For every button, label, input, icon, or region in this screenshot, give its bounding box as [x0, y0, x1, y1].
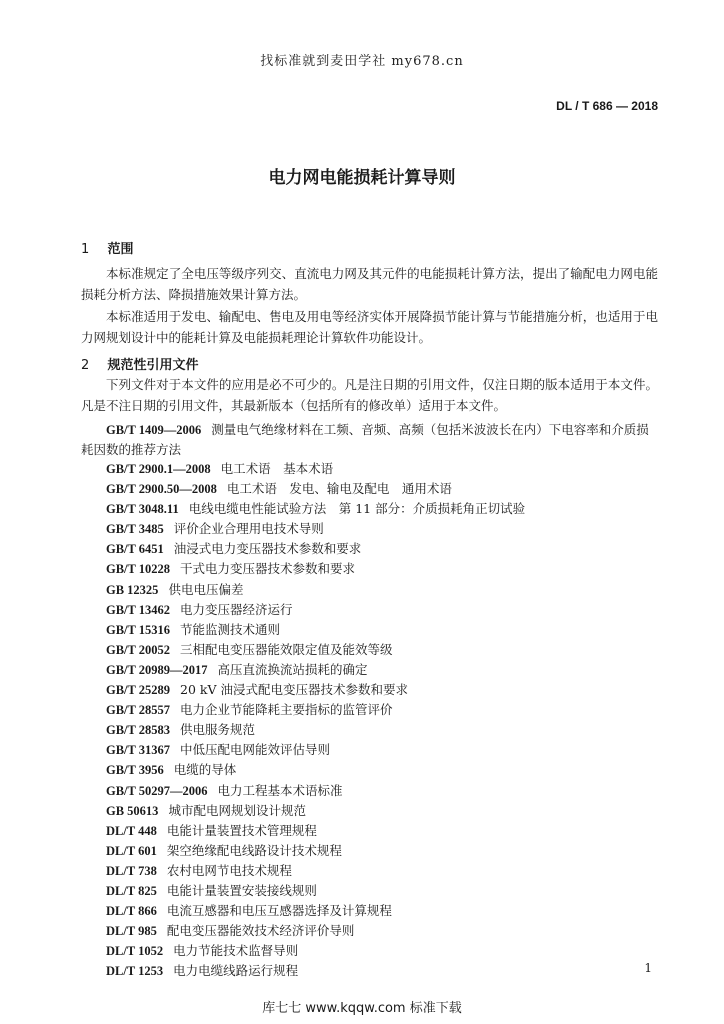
reference-code: GB/T 3048.11	[106, 502, 179, 517]
reference-item	[81, 580, 658, 600]
reference-title: 评价企业合理用电技术导则	[173, 521, 324, 537]
reference-title: 节能监测技术通则	[180, 621, 281, 637]
normative-references-list	[81, 420, 658, 981]
reference-code: GB/T 28583	[106, 723, 171, 738]
reference-code: GB/T 25289	[106, 683, 171, 698]
reference-item	[81, 941, 658, 961]
reference-title: 电能计量装置技术管理规程	[166, 822, 317, 838]
reference-item	[81, 640, 658, 660]
reference-code: GB/T 10228	[106, 562, 171, 577]
reference-code: GB/T 6451	[106, 542, 164, 557]
reference-title: 电流互感器和电压互感器选择及计算规程	[166, 903, 392, 919]
reference-code: DL/T 985	[106, 924, 157, 939]
standard-code: DL / T 686 — 2018	[556, 99, 658, 113]
reference-item	[81, 420, 658, 459]
reference-title: 城市配电网规划设计规范	[168, 802, 306, 818]
reference-title: 电力企业节能降耗主要指标的监管评价	[180, 702, 393, 718]
reference-item	[81, 559, 658, 579]
reference-code: DL/T 825	[106, 883, 157, 898]
section-2-title: 规范性引用文件	[107, 358, 199, 373]
reference-code: GB 12325	[106, 582, 159, 597]
reference-code: GB 50613	[106, 803, 159, 818]
section-1-title: 范围	[107, 242, 134, 257]
section-1-paragraph-1: 本标准规定了全电压等级序列交、直流电力网及其元件的电能损耗计算方法，提出了输配电力网电能损耗分析方法、降损措施效果计算方法。	[81, 266, 658, 302]
reference-item	[81, 841, 658, 861]
reference-code: GB/T 3956	[106, 763, 164, 778]
reference-code: GB/T 1409—2006	[106, 423, 202, 437]
reference-item	[81, 680, 658, 700]
section-1-number: 1	[81, 242, 90, 257]
reference-title: 架空绝缘配电线路设计技术规程	[166, 842, 342, 858]
reference-title: 电线电缆电性能试验方法 第 11 部分：介质损耗角正切试验	[188, 501, 526, 517]
reference-title: 电工术语 发电、输电及配电 通用术语	[226, 481, 452, 497]
reference-code: GB/T 20989—2017	[106, 662, 208, 677]
reference-title: 20 kV 油浸式配电变压器技术参数和要求	[180, 682, 408, 698]
reference-code: GB/T 2900.1—2008	[106, 462, 211, 476]
reference-item	[81, 519, 658, 539]
reference-title: 电工术语 基本术语	[220, 461, 334, 476]
reference-title: 农村电网节电技术规程	[166, 862, 292, 878]
reference-item	[81, 801, 658, 821]
reference-item	[81, 660, 658, 680]
reference-title: 三相配电变压器能效限定值及能效等级	[180, 641, 393, 657]
reference-code: DL/T 738	[106, 863, 157, 878]
reference-title: 干式电力变压器技术参数和要求	[180, 561, 356, 577]
reference-code: GB/T 13462	[106, 602, 171, 617]
top-watermark: 找标准就到麦田学社 my678.cn	[260, 54, 464, 69]
reference-code: GB/T 2900.50—2008	[106, 482, 217, 497]
reference-code: GB/T 50297—2006	[106, 783, 208, 798]
section-1-heading	[81, 238, 134, 257]
reference-code: GB/T 20052	[106, 642, 171, 657]
bottom-watermark: 库七七 www.kqqw.com 标准下载	[262, 1001, 462, 1016]
reference-item	[81, 620, 658, 640]
reference-code: GB/T 15316	[106, 622, 171, 637]
reference-item	[81, 459, 658, 479]
reference-title: 中低压配电网能效评估导则	[180, 742, 331, 758]
reference-title: 电力电缆线路运行规程	[173, 963, 299, 979]
section-2-intro: 下列文件对于本文件的应用是必不可少的。凡是注日期的引用文件，仅注日期的版本适用于本文件。凡是不注日期的引用文件，其最新版本（包括所有的修改单）适用于本文件。	[81, 377, 658, 413]
reference-title: 供电电压偏差	[168, 581, 244, 597]
reference-item	[81, 700, 658, 720]
reference-title: 供电服务规范	[180, 722, 256, 738]
reference-title: 油浸式电力变压器技术参数和要求	[173, 541, 362, 557]
reference-item	[81, 720, 658, 740]
reference-code: DL/T 866	[106, 904, 157, 919]
reference-item	[81, 740, 658, 760]
reference-title: 电力节能技术监督导则	[173, 943, 299, 959]
reference-title: 电力工程基本术语标准	[217, 782, 343, 798]
reference-item	[81, 821, 658, 841]
reference-title: 高压直流换流站损耗的确定	[217, 661, 368, 677]
reference-title: 电能计量装置安装接线规则	[166, 882, 317, 898]
reference-item	[81, 861, 658, 881]
section-2-number: 2	[81, 358, 90, 373]
reference-title: 电力变压器经济运行	[180, 601, 293, 617]
reference-code: DL/T 448	[106, 823, 157, 838]
section-1-paragraph-2: 本标准适用于发电、输配电、售电及用电等经济实体开展降损节能计算与节能措施分析，也适用于电力网规划设计中的能耗计算及电能损耗理论计算软件功能设计。	[81, 309, 658, 345]
reference-item	[81, 600, 658, 620]
reference-code: DL/T 601	[106, 843, 157, 858]
reference-item	[81, 479, 658, 499]
reference-title: 电缆的导体	[173, 762, 237, 778]
document-title: 电力网电能损耗计算导则	[268, 168, 456, 188]
reference-item	[81, 760, 658, 780]
reference-item	[81, 781, 658, 801]
reference-code: GB/T 28557	[106, 703, 171, 718]
reference-code: DL/T 1253	[106, 964, 164, 979]
reference-code: GB/T 3485	[106, 522, 164, 537]
reference-code: DL/T 1052	[106, 944, 164, 959]
reference-item	[81, 901, 658, 921]
reference-item	[81, 881, 658, 901]
reference-item	[81, 539, 658, 559]
page-number: 1	[644, 961, 652, 975]
reference-item	[81, 921, 658, 941]
reference-title: 测量电气绝缘材料在工频、音频、高频（包括米波波长在内）下电容率和介质损耗因数的推荐方法	[81, 422, 649, 457]
reference-code: GB/T 31367	[106, 743, 171, 758]
reference-item	[81, 961, 658, 981]
reference-item	[81, 499, 658, 519]
section-2-heading	[81, 354, 199, 373]
reference-title: 配电变压器能效技术经济评价导则	[166, 923, 355, 939]
